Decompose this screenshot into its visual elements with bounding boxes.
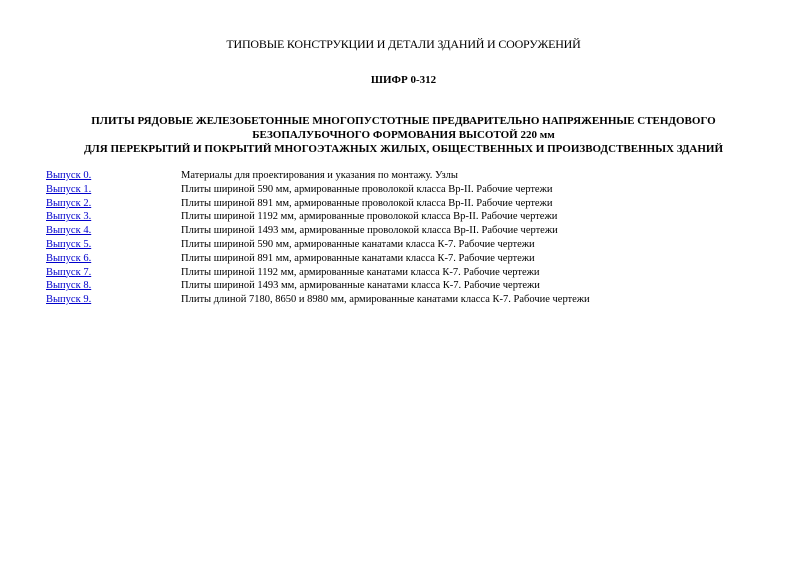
issue-row <box>46 210 766 224</box>
issue-row <box>46 252 766 266</box>
issue-row <box>46 238 766 252</box>
document-heading <box>0 114 807 156</box>
issue-description: Плиты шириной 1493 мм, армированные канатами класса К-7. Рабочие чертежи <box>181 280 540 292</box>
issue-row <box>46 183 766 197</box>
heading-line: ДЛЯ ПЕРЕКРЫТИЙ И ПОКРЫТИЙ МНОГОЭТАЖНЫХ ЖИЛЫХ, ОБЩЕСТВЕННЫХ И ПРОИЗВОДСТВЕННЫХ ЗДАНИЙ <box>83 143 724 155</box>
issue-row <box>46 266 766 280</box>
issue-link-3[interactable]: Выпуск 3. <box>46 211 92 223</box>
issue-row <box>46 293 766 307</box>
issue-link-6[interactable]: Выпуск 6. <box>46 252 92 264</box>
issue-description: Плиты шириной 590 мм, армированные канатами класса К-7. Рабочие чертежи <box>181 238 535 250</box>
issues-list <box>46 169 766 307</box>
document-code: ШИФР 0-312 <box>370 74 437 86</box>
issue-description: Плиты шириной 1493 мм, армированные проволокой класса Вр-II. Рабочие чертежи <box>181 225 558 237</box>
issue-link-2[interactable]: Выпуск 2. <box>46 197 92 209</box>
issue-row <box>46 224 766 238</box>
issue-description: Плиты шириной 891 мм, армированные проволокой класса Вр-II. Рабочие чертежи <box>181 197 553 209</box>
issue-description: Плиты шириной 1192 мм, армированные проволокой класса Вр-II. Рабочие чертежи <box>181 211 558 223</box>
issue-description: Материалы для проектирования и указания по монтажу. Узлы <box>181 170 458 181</box>
issue-description: Плиты шириной 590 мм, армированные проволокой класса Вр-II. Рабочие чертежи <box>181 183 553 195</box>
issue-link-5[interactable]: Выпуск 5. <box>46 238 92 250</box>
issue-link-7[interactable]: Выпуск 7. <box>46 266 92 278</box>
issue-description: Плиты длиной 7180, 8650 и 8980 мм, армированные канатами класса К-7. Рабочие чертежи <box>181 294 590 306</box>
issue-link-9[interactable]: Выпуск 9. <box>46 294 92 306</box>
issue-row <box>46 197 766 211</box>
series-title: ТИПОВЫЕ КОНСТРУКЦИИ И ДЕТАЛИ ЗДАНИЙ И СООРУЖЕНИЙ <box>226 37 581 51</box>
issue-link-8[interactable]: Выпуск 8. <box>46 280 92 292</box>
heading-line: БЕЗОПАЛУБОЧНОГО ФОРМОВАНИЯ ВЫСОТОЙ 220 мм <box>252 129 555 141</box>
issue-description: Плиты шириной 1192 мм, армированные канатами класса К-7. Рабочие чертежи <box>181 266 540 278</box>
issue-link-1[interactable]: Выпуск 1. <box>46 183 92 195</box>
issue-description: Плиты шириной 891 мм, армированные канатами класса К-7. Рабочие чертежи <box>181 252 535 264</box>
issue-link-0[interactable]: Выпуск 0. <box>46 170 92 181</box>
issue-row <box>46 169 766 183</box>
heading-line: ПЛИТЫ РЯДОВЫЕ ЖЕЛЕЗОБЕТОННЫЕ МНОГОПУСТОТНЫЕ ПРЕДВАРИТЕЛЬНО НАПРЯЖЕННЫЕ СТЕНДОВОГО <box>91 115 716 127</box>
issue-row <box>46 279 766 293</box>
issue-link-4[interactable]: Выпуск 4. <box>46 225 92 237</box>
